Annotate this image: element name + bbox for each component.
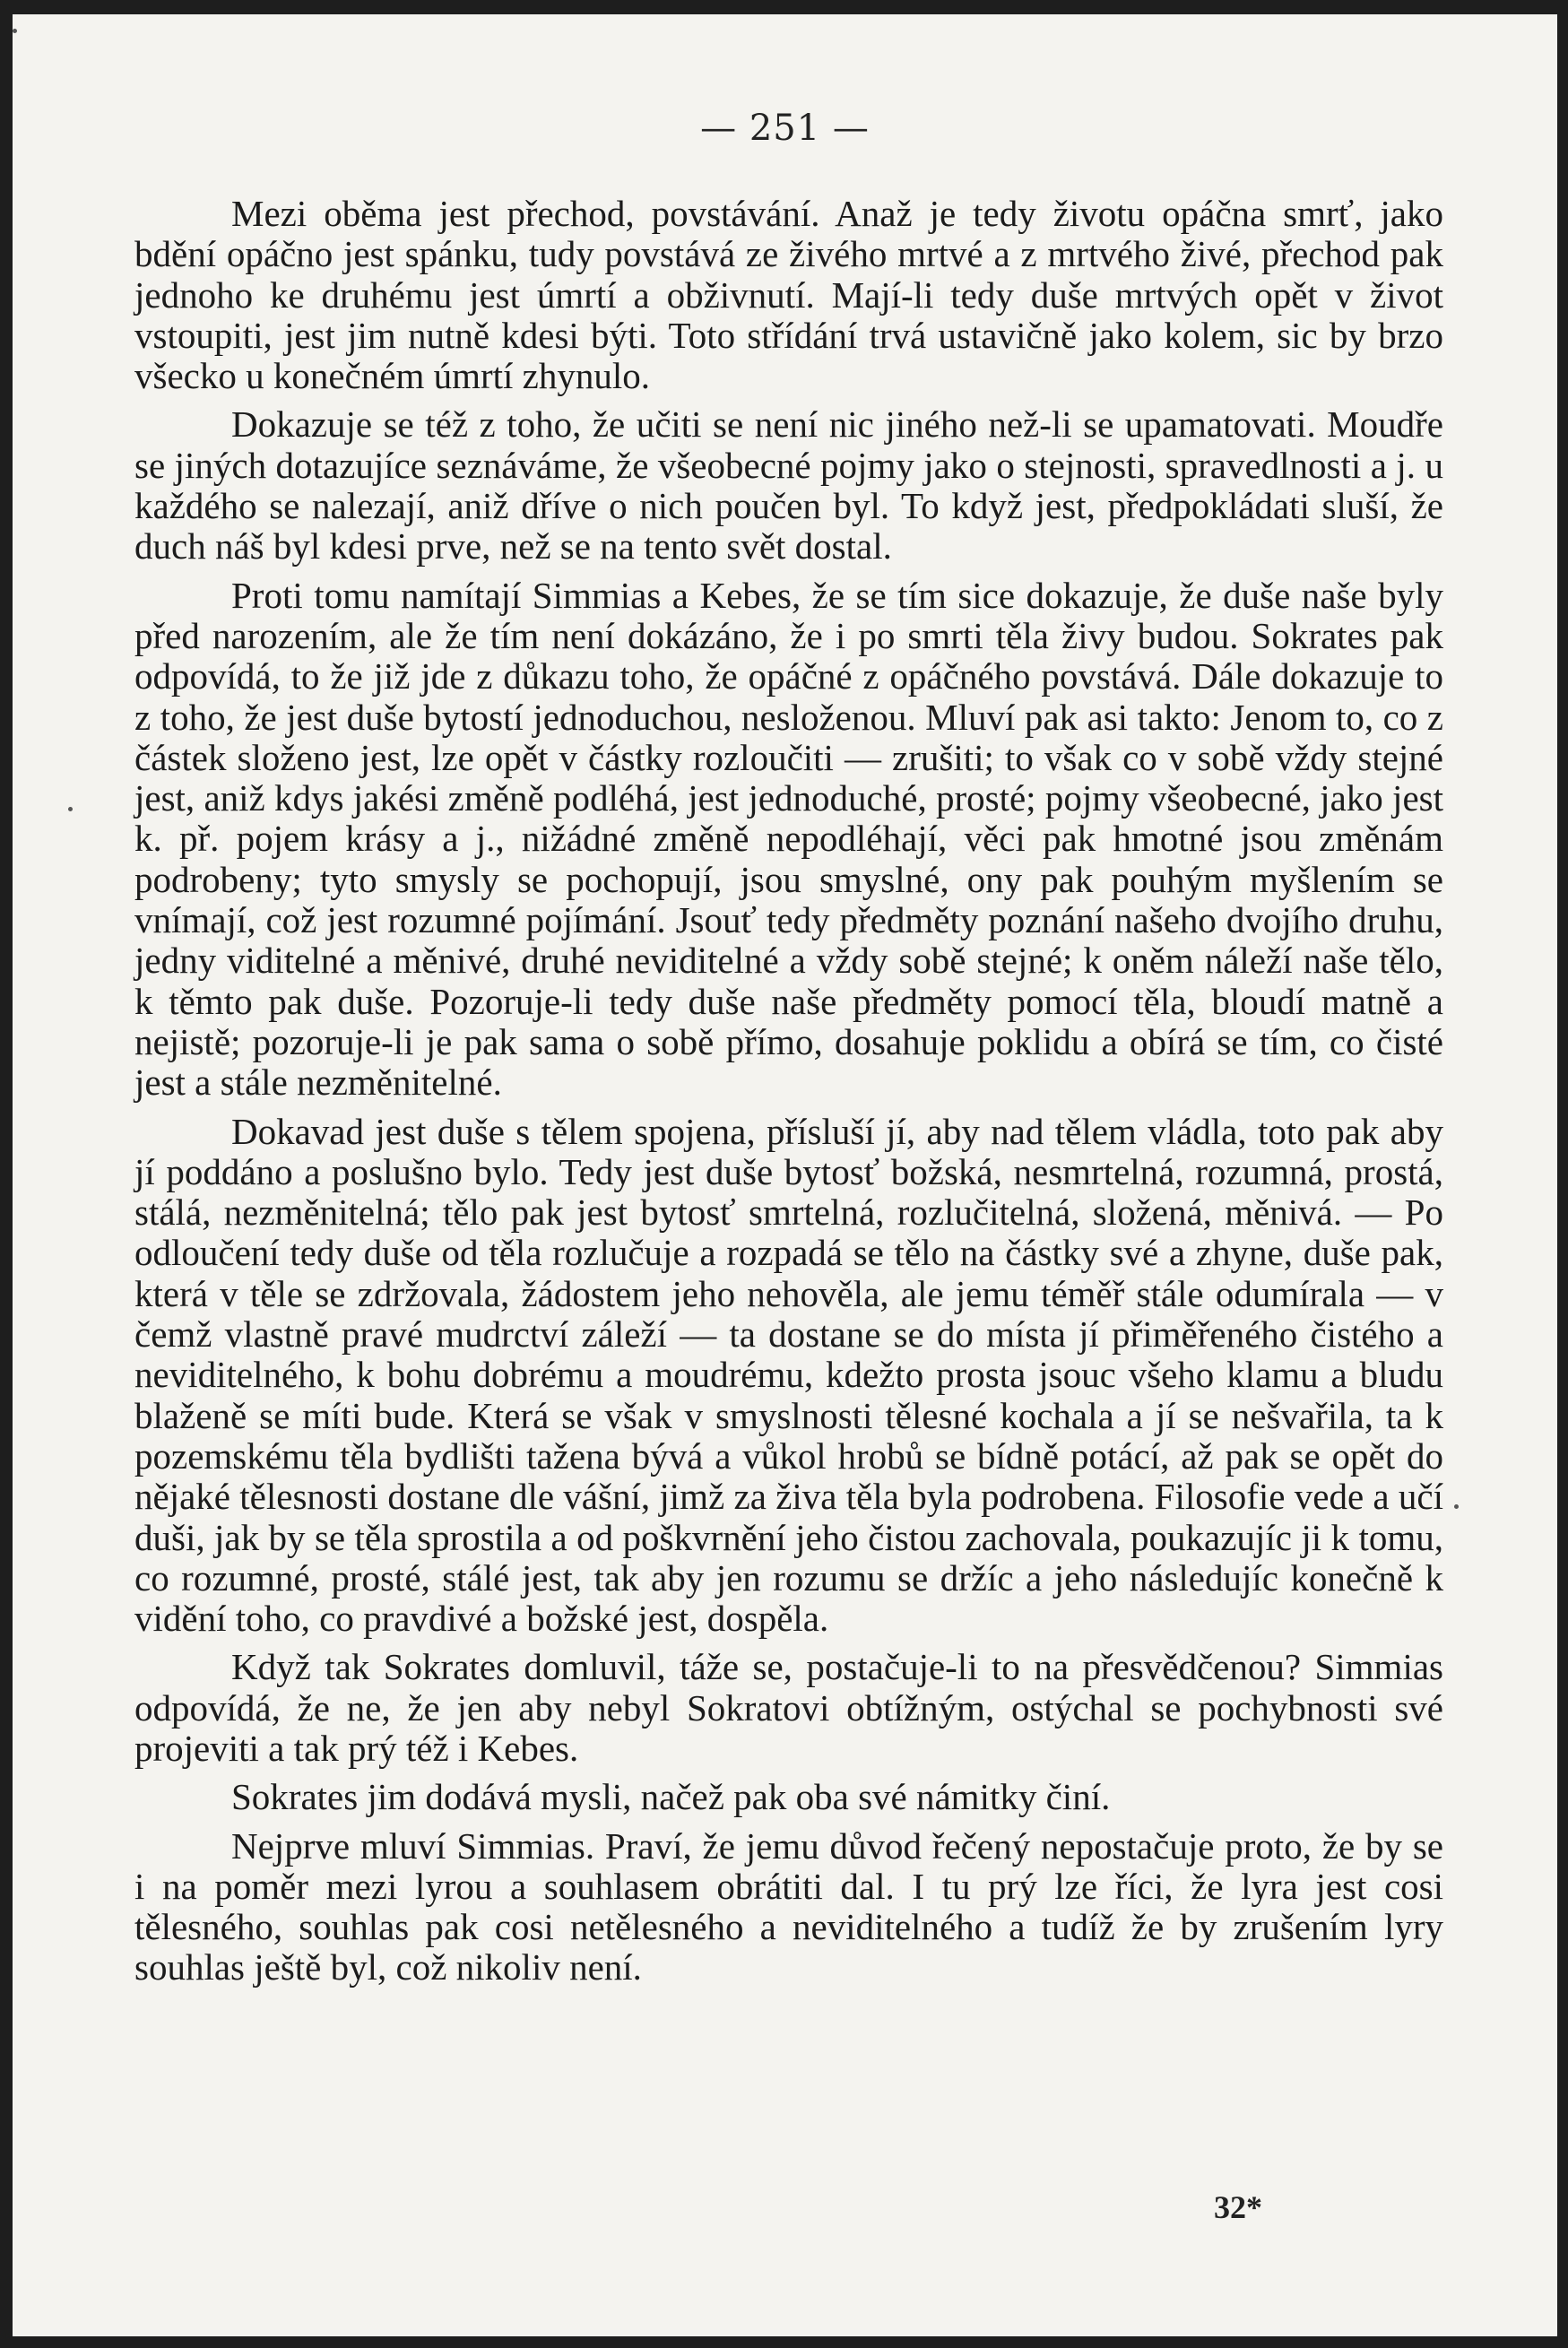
dust-speck: [68, 807, 73, 811]
paragraph: Dokavad jest duše s tělem spojena, přísluší jí, aby nad tělem vládla, toto pak aby jí poddáno a poslušno bylo. Tedy jest duše bytosť božská, nesmrtelná, rozumná, prostá, stálá, nezměnitelná; tělo pak jest bytosť smrtelná, rozlučitelná, složená, měnivá. — Po odloučení tedy duše od těla rozlučuje a rozpadá se tělo na částky své a zhyne, duše pak, která v těle se zdržovala, žádostem jeho nehověla, ale jemu téměř stále odumírala — v čemž vlastně pravé mudrctví záleží — ta dostane se do místa jí přiměřeného čistého a neviditelného, k bohu dobrému a moudrému, kdežto prosta jsouc všeho klamu a bludu blaženě se míti bude. Která se však v smyslnosti tělesné kochala a jí se nešvařila, ta k pozemskému těla bydlišti tažena bývá a vůkol hrobů se bídně potácí, až pak se opět do nějaké tělesnosti dostane dle vášní, jimž za živa těla byla podrobena. Filosofie vede a učí duši, jak by se těla sprostila a od poškvrnění jeho čistou zachovala, poukazujíc ji k tomu, co rozumné, prosté, stálé jest, tak aby jen rozumu se držíc a jeho následujíc konečně k vidění toho, co pravdivé a božské jest, dospěla.: [134, 1110, 1443, 1640]
paragraph: Když tak Sokrates domluvil, táže se, postačuje-li to na přesvědčenou? Simmias odpovídá, že ne, že jen aby nebyl Sokratovi obtížným, ostýchal se pochybnosti své projeviti a tak prý též i Kebes.: [134, 1646, 1443, 1769]
paragraph: Dokazuje se též z toho, že učiti se není nic jiného než-li se upamatovati. Moudře se jiných dotazujíce seznáváme, že všeobecné pojmy jako o stejnosti, spravedlnosti a j. u každého se nalezají, aniž dříve o nich poučen byl. To když jest, předpokládati sluší, že duch náš byl kdesi prve, než se na tento svět dostal.: [134, 403, 1443, 568]
signature-mark: 32*: [1214, 2189, 1262, 2225]
paragraph: Nejprve mluví Simmias. Praví, že jemu důvod řečený nepostačuje proto, že by se i na poměr mezi lyrou a souhlasem obrátiti dal. I tu prý lze říci, že lyra jest cosi tělesného, souhlas pak cosi netělesného a neviditelného a tudíž že by zrušením lyry souhlas ještě byl, což nikoliv není.: [134, 1824, 1443, 1988]
paper-sheet: [13, 14, 1557, 2336]
dust-speck: [13, 29, 17, 33]
paragraph: Sokrates jim dodává mysli, načež pak oba své námitky činí.: [231, 1776, 1111, 1818]
page-number: — 251 —: [700, 108, 870, 149]
body-text: [134, 194, 1443, 1997]
dust-speck: [1454, 1504, 1459, 1509]
paragraph: Mezi oběma jest přechod, povstávání. Anaž je tedy životu opáčna smrť, jako bdění opáčno jest spánku, tudy povstává ze živého mrtvé a z mrtvého živé, přechod pak jednoho ke druhému jest úmrtí a obživnutí. Mají-li tedy duše mrtvých opět v život vstoupiti, jest jim nutně kdesi býti. Toto střídání trvá ustavičně jako kolem, sic by brzo všecko u konečném úmrtí zhynulo.: [134, 193, 1443, 397]
paragraph: Proti tomu namítají Simmias a Kebes, že se tím sice dokazuje, že duše naše byly před narozením, ale že tím není dokázáno, že i po smrti těla živy budou. Sokrates pak odpovídá, to že již jde z důkazu toho, že opáčné z opáčného povstává. Dále dokazuje to z toho, že jest duše bytostí jednoduchou, nesloženou. Mluví pak asi takto: Jenom to, co z částek složeno jest, lze opět v částky rozloučiti — zrušiti; to však co v sobě vždy stejné jest, aniž kdys jakési změně podléhá, jest jednoduché, prosté; pojmy všeobecné, jako jest k. př. pojem krásy a j., nižádné změně nepodléhají, věci pak hmotné jsou změnám podrobeny; tyto smysly se pochopují, jsou smyslné, ony pak pouhým myšlením se vnímají, což jest rozumné pojímání. Jsouť tedy předměty poznání našeho dvojího druhu, jedny viditelné a měnivé, druhé neviditelné a vždy sobě stejné; k oněm náleží naše tělo, k těmto pak duše. Pozoruje-li tedy duše naše předměty pomocí těla, bloudí matně a nejistě; pozoruje-li je pak sama o sobě přímo, dosahuje poklidu a obírá se tím, co čisté jest a stále nezměnitelné.: [134, 574, 1443, 1104]
